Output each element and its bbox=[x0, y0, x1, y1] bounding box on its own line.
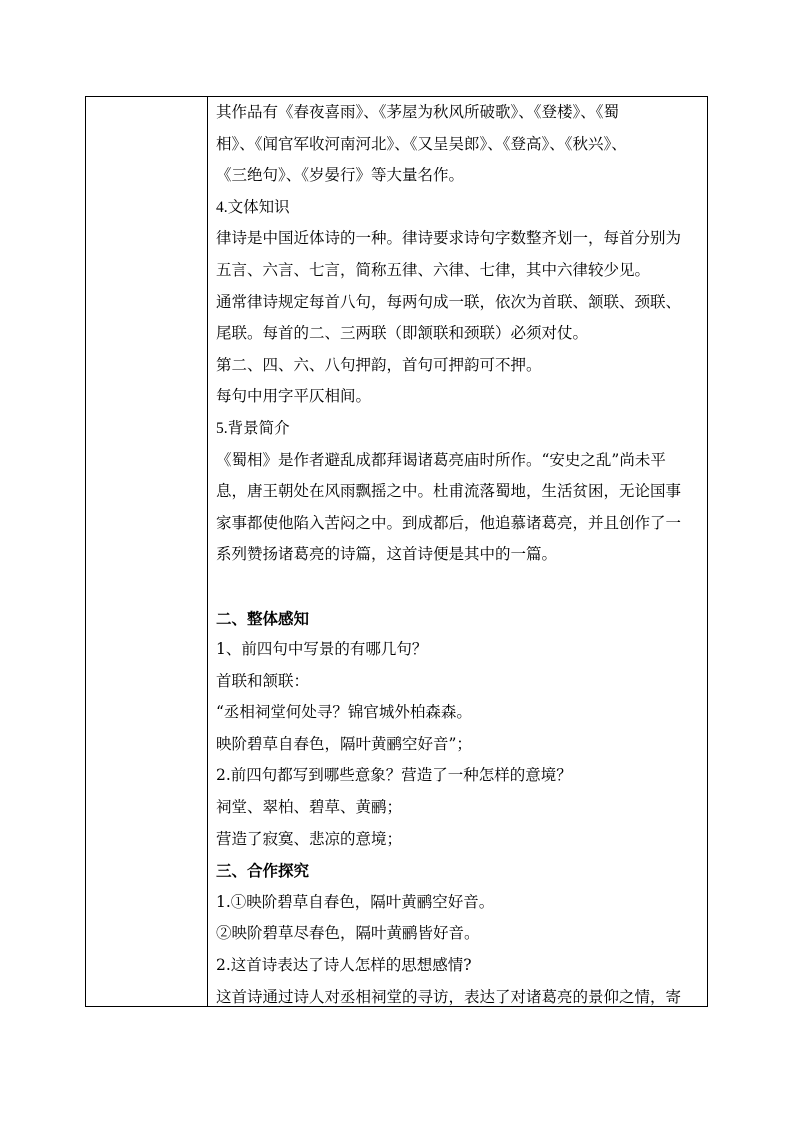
text-line: 息，唐王朝处在风雨飘摇之中。杜甫流落蜀地，生活贫困，无论国事 bbox=[216, 482, 682, 501]
text-line: 其作品有《春夜喜雨》、《茅屋为秋风所破歌》、《登楼》、《蜀 bbox=[216, 103, 620, 121]
text-line: 《三绝句》、《岁晏行》等大量名作。 bbox=[216, 166, 465, 185]
text-line: 营造了寂寞、悲凉的意境； bbox=[216, 829, 403, 848]
table-content-cell bbox=[208, 97, 707, 1006]
text-line: 1.①映阶碧草自春色，隔叶黄鹂空好音。 bbox=[216, 892, 495, 911]
text-line: 这首诗通过诗人对丞相祠堂的寻访，表达了对诸葛亮的景仰之情，寄 bbox=[216, 987, 682, 1006]
text-line: 家事都使他陷入苦闷之中。到成都后，他追慕诸葛亮，并且创作了一 bbox=[216, 513, 682, 532]
text-line: 祠堂、翠柏、碧草、黄鹂； bbox=[216, 798, 403, 817]
text-line: 2.前四句都写到哪些意象？营造了一种怎样的意境？ bbox=[216, 766, 572, 785]
heading-style-knowledge: 4.文体知识 bbox=[216, 198, 290, 216]
text-line: 1、前四句中写景的有哪几句？ bbox=[216, 640, 428, 659]
text-line: 律诗是中国近体诗的一种。律诗要求诗句字数整齐划一，每首分别为 bbox=[216, 229, 682, 248]
text-line: 五言、六言、七言，简称五律、六律、七律，其中六律较少见。 bbox=[216, 260, 651, 279]
text-line: 相》、《闻官军收河南河北》、《又呈吴郎》、《登高》、《秋兴》、 bbox=[216, 134, 627, 153]
text-line: 每句中用字平仄相间。 bbox=[216, 387, 372, 406]
heading-background: 5.背景简介 bbox=[216, 419, 290, 437]
lesson-table bbox=[85, 96, 708, 1007]
text-line: 系列赞扬诸葛亮的诗篇，这首诗便是其中的一篇。 bbox=[216, 545, 558, 564]
blank-line bbox=[216, 571, 701, 603]
text-line: 尾联。每首的二、三两联（即颔联和颈联）必须对仗。 bbox=[216, 324, 589, 343]
text-line: “丞相祠堂何处寻？锦官城外柏森森。 bbox=[216, 703, 472, 722]
text-line: 映阶碧草自春色，隔叶黄鹂空好音”； bbox=[216, 734, 472, 753]
text-line: 《蜀相》是作者避乱成都拜谒诸葛亮庙时所作。“安史之乱”尚未平 bbox=[216, 450, 666, 469]
text-line: ②映阶碧草尽春色，隔叶黄鹂皆好音。 bbox=[216, 924, 480, 943]
text-line: 通常律诗规定每首八句，每两句成一联，依次为首联、颔联、颈联、 bbox=[216, 292, 682, 311]
text-line: 第二、四、六、八句押韵，首句可押韵可不押。 bbox=[216, 355, 542, 374]
text-line: 2.这首诗表达了诗人怎样的思想感情? bbox=[216, 956, 472, 975]
section-title-cooperation: 三、合作探究 bbox=[216, 861, 310, 881]
section-title-overall: 二、整体感知 bbox=[216, 608, 310, 628]
text-line: 首联和颔联： bbox=[216, 671, 310, 690]
table-left-cell bbox=[86, 97, 208, 1006]
